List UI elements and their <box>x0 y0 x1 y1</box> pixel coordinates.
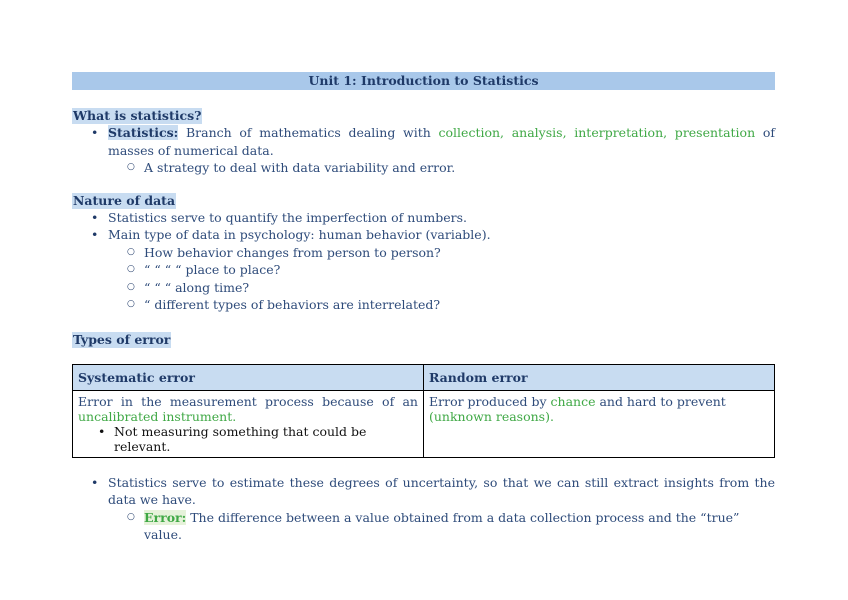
error-definition: The difference between a value obtained from a data collection process and the “true” value. <box>144 509 740 542</box>
table-header-row <box>73 364 775 390</box>
random-error-reasons: (unknown reasons). <box>429 408 554 424</box>
list-item: • Statistics serve to estimate these degrees of uncertainty, so that we can still extract insights from the data we have. <box>72 474 775 509</box>
term-statistics: Statistics: <box>108 125 179 140</box>
header-systematic-error: Systematic error <box>73 364 424 390</box>
random-error-text-2: and hard to prevent <box>595 393 726 409</box>
table-row <box>73 390 775 457</box>
random-error-cell <box>424 390 775 457</box>
list-item: • Statistics serve to quantify the imperfection of numbers. <box>72 209 775 227</box>
uncertainty-list <box>72 474 775 544</box>
random-error-text: Error produced by <box>429 393 551 409</box>
error-types-table <box>72 364 775 458</box>
list-subitem: ○ “ “ “ along time? <box>72 279 775 297</box>
list-subitem: ○ How behavior changes from person to person? <box>72 244 775 262</box>
systematic-error-bullet: • Not measuring something that could be relevant. <box>78 424 418 454</box>
unit-title: Unit 1: Introduction to Statistics <box>72 72 775 90</box>
random-error-chance: chance <box>550 393 596 409</box>
statistics-definition-list <box>72 124 775 177</box>
list-item <box>72 124 775 159</box>
document-content <box>72 72 775 544</box>
definition-text-end: of masses of numerical data. <box>108 125 775 158</box>
list-subitem: ○ “ different types of behaviors are interrelated? <box>72 296 775 314</box>
definition-text: Branch of mathematics dealing with <box>178 125 439 140</box>
term-error: Error: <box>144 509 187 525</box>
header-random-error: Random error <box>424 364 775 390</box>
list-subitem <box>72 509 775 544</box>
systematic-error-highlight: uncalibrated instrument. <box>78 408 237 424</box>
systematic-error-text: Error in the measurement process because of an <box>78 393 418 409</box>
section-heading-what-is-statistics: What is statistics? <box>73 108 202 123</box>
list-item: • Main type of data in psychology: human behavior (variable). <box>72 226 775 244</box>
systematic-error-description <box>78 394 418 424</box>
list-subitem: ○ “ “ “ “ place to place? <box>72 261 775 279</box>
list-subitem: ○ A strategy to deal with data variability and error. <box>72 159 775 177</box>
definition-highlight: collection, analysis, interpretation, presentation <box>438 125 756 140</box>
systematic-error-cell <box>73 390 424 457</box>
section-heading-nature-of-data: Nature of data <box>73 192 176 208</box>
section-heading-types-of-error: Types of error <box>73 331 171 347</box>
nature-of-data-list <box>72 209 775 314</box>
